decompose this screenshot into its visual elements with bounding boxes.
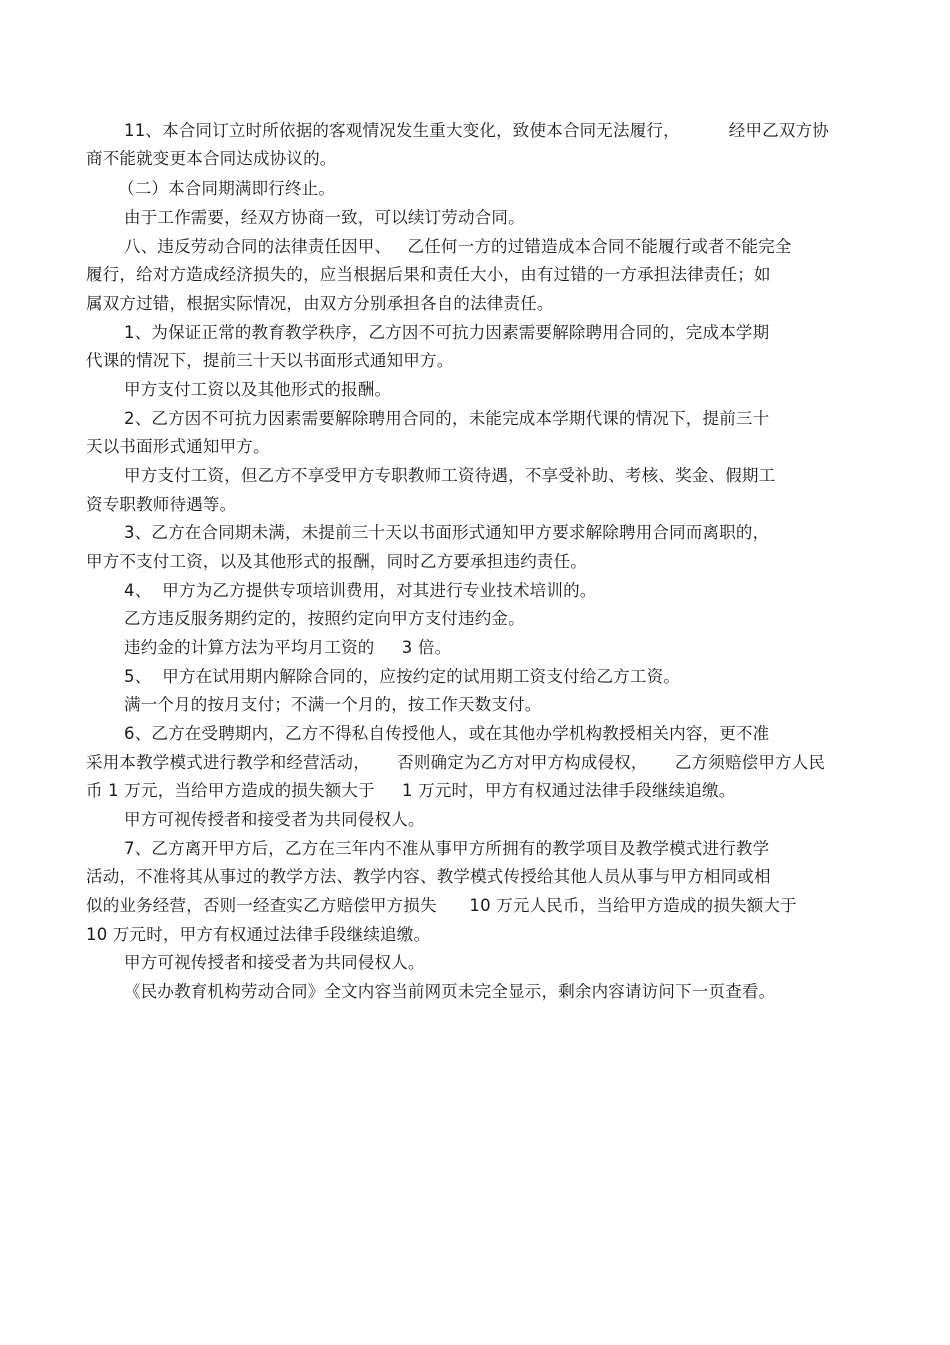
paragraph-line: 1、为保证正常的教育教学秩序，乙方因不可抗力因素需要解除聘用合同的，完成本学期 [124,323,770,342]
paragraph-line: 由于工作需要，经双方协商一致，可以续订劳动合同。 [124,208,525,227]
paragraph-line: 活动，不准将其从事过的教学方法、教学内容、教学模式传授给其他人员从事与甲方相同或相 [86,867,771,886]
continuation-notice: 《民办教育机构劳动合同》全文内容当前网页未完全显示，剩余内容请访问下一页查看。 [124,982,776,1001]
paragraph-line: 2、乙方因不可抗力因素需要解除聘用合同的，未能完成本学期代课的情况下，提前三十 [124,409,770,428]
paragraph-line: 5、 甲方在试用期内解除合同的，应按约定的试用期工资支付给乙方工资。 [124,667,680,686]
paragraph-line: 资专职教师待遇等。 [86,495,237,514]
paragraph-line: 乙方违反服务期约定的，按照约定向甲方支付违约金。 [124,609,525,628]
paragraph-line: 甲方不支付工资，以及其他形式的报酬，同时乙方要承担违约责任。 [86,552,587,571]
paragraph-line: 甲方支付工资以及其他形式的报酬。 [124,380,392,399]
paragraph-line: 4、 甲方为乙方提供专项培训费用，对其进行专业技术培训的。 [124,581,597,600]
paragraph-line: 八、违反劳动合同的法律责任因甲、 乙任何一方的过错造成本合同不能履行或者不能完全 [124,237,792,256]
paragraph-line: 10 万元时，甲方有权通过法律手段继续追缴。 [86,925,431,944]
paragraph-line: 甲方支付工资，但乙方不享受甲方专职教师工资待遇，不享受补助、考核、奖金、假期工 [124,466,776,485]
paragraph-line: 满一个月的按月支付；不满一个月的，按工作天数支付。 [124,695,542,714]
paragraph-line: 天以书面形式通知甲方。 [86,437,270,456]
paragraph-line: 3、乙方在合同期未满，未提前三十天以书面形式通知甲方要求解除聘用合同而离职的， [124,523,770,542]
paragraph-line: 代课的情况下，提前三十天以书面形式通知甲方。 [86,351,454,370]
paragraph-line: 6、乙方在受聘期内，乙方不得私自传授他人，或在其他办学机构教授相关内容，更不准 [124,724,770,743]
paragraph-line: 履行，给对方造成经济损失的，应当根据后果和责任大小，由有过错的一方承担法律责任；如 [86,265,771,284]
paragraph-line: （二）本合同期满即行终止。 [118,179,336,198]
paragraph-line: 似的业务经营，否则一经查实乙方赔偿甲方损失 10 万元人民币，当给甲方造成的损失额大于 [86,896,797,915]
paragraph-line: 甲方可视传授者和接受者为共同侵权人。 [124,953,425,972]
paragraph-line: 采用本教学模式进行教学和经营活动， 否则确定为乙方对甲方构成侵权， 乙方须赔偿甲方人民 [86,753,826,772]
paragraph-line: 甲方可视传授者和接受者为共同侵权人。 [124,810,425,829]
paragraph-line: 违约金的计算方法为平均月工资的 3 倍。 [124,638,452,657]
paragraph-line: 币 1 万元，当给甲方造成的损失额大于 1 万元时，甲方有权通过法律手段继续追缴。 [86,781,736,800]
paragraph-line: 11、本合同订立时所依据的客观情况发生重大变化，致使本合同无法履行， 经甲乙双方协 [124,121,829,140]
paragraph-line: 7、乙方离开甲方后，乙方在三年内不准从事甲方所拥有的教学项目及教学模式进行教学 [124,839,770,858]
paragraph-line: 商不能就变更本合同达成协议的。 [86,149,337,168]
paragraph-line: 属双方过错，根据实际情况，由双方分别承担各自的法律责任。 [86,294,554,313]
